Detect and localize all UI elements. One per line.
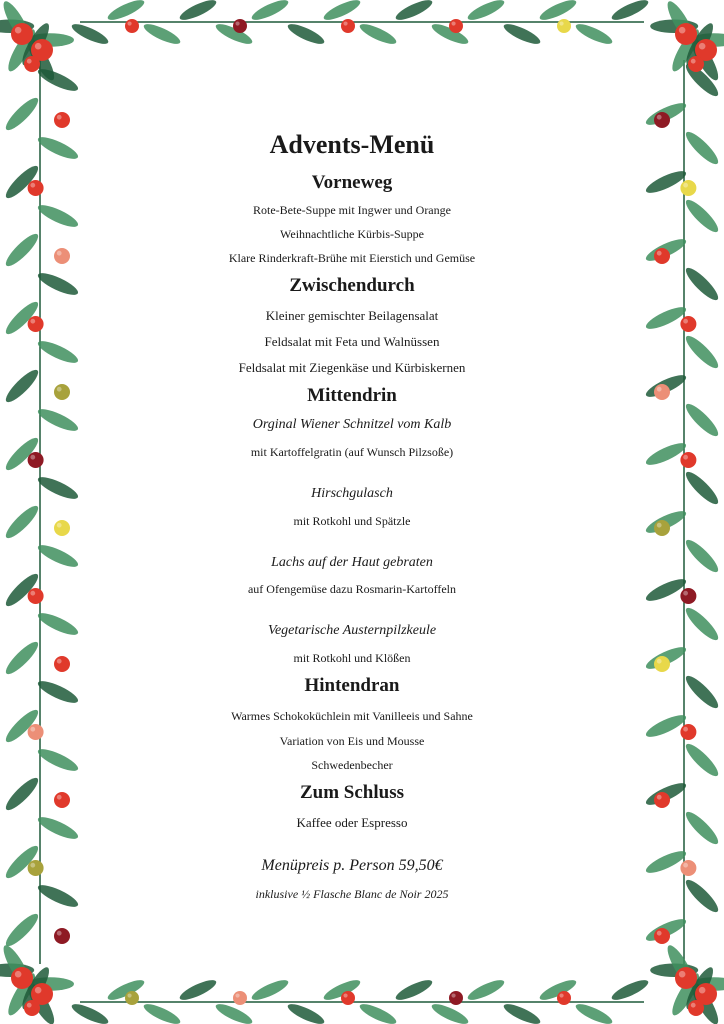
berry-highlight (57, 523, 62, 528)
berry-highlight (683, 183, 688, 188)
leaf-icon (322, 0, 363, 24)
section-heading-mittendrin: Mittendrin (307, 385, 397, 406)
leaf-icon (2, 94, 42, 134)
berry-highlight (451, 21, 455, 25)
dish-name: Orginal Wiener Schnitzel vom Kalb (252, 417, 452, 432)
berry-icon (28, 180, 44, 196)
berry-highlight (679, 27, 686, 34)
berry-highlight (35, 987, 42, 994)
berry-highlight (451, 993, 455, 997)
berry-icon (125, 19, 139, 33)
berry-highlight (683, 319, 688, 324)
berry-icon (557, 19, 571, 33)
dish-name: Hirschgulasch (311, 486, 393, 501)
leaf-icon (35, 337, 80, 367)
berry-icon (654, 792, 670, 808)
leaf-icon (35, 677, 80, 707)
berry-highlight (343, 993, 347, 997)
leaf-icon (394, 976, 435, 1003)
berry-icon (680, 588, 696, 604)
leaf-icon (35, 201, 80, 231)
berry-highlight (235, 993, 239, 997)
berry-highlight (657, 115, 662, 120)
leaf-icon (610, 976, 651, 1003)
leaf-icon (35, 609, 80, 639)
berry-highlight (683, 455, 688, 460)
berry-highlight (657, 795, 662, 800)
leaf-icon (2, 502, 42, 542)
berry-icon (28, 860, 44, 876)
leaf-icon (286, 1000, 327, 1024)
leaf-icon (178, 976, 219, 1003)
berry-icon (54, 248, 70, 264)
berry-icon (54, 792, 70, 808)
leaf-icon (35, 813, 80, 843)
berry-highlight (30, 319, 35, 324)
dish-name: Vegetarische Austernpilzkeule (267, 623, 437, 638)
berry-highlight (343, 21, 347, 25)
leaf-icon (178, 0, 219, 24)
berry-highlight (15, 27, 22, 34)
berry-icon (680, 452, 696, 468)
leaf-icon (430, 1000, 471, 1024)
berry-highlight (657, 523, 662, 528)
dish-name: Lachs auf der Haut gebraten (271, 555, 433, 570)
berry-icon (654, 656, 670, 672)
berry-highlight (683, 727, 688, 732)
leaf-icon (682, 264, 722, 304)
berry-icon (28, 316, 44, 332)
leaf-icon (682, 400, 722, 440)
leaf-icon (502, 1000, 543, 1024)
leaf-icon (358, 1000, 399, 1024)
dish-side: mit Rotkohl und Spätzle (293, 514, 411, 528)
berry-icon (28, 452, 44, 468)
berry-highlight (691, 1003, 696, 1008)
berry-icon (675, 967, 697, 989)
berry-icon (654, 112, 670, 128)
leaf-icon (502, 20, 543, 47)
leaf-icon (70, 20, 111, 47)
leaf-icon (35, 133, 80, 163)
leaf-icon (682, 808, 722, 848)
leaf-icon (682, 604, 722, 644)
berry-icon (125, 991, 139, 1005)
menu-item: Kaffee oder Espresso (296, 815, 408, 830)
berry-highlight (683, 863, 688, 868)
berry-highlight (699, 987, 706, 994)
leaf-icon (35, 405, 80, 435)
berry-highlight (683, 591, 688, 596)
leaf-icon (2, 230, 42, 270)
berry-icon (28, 588, 44, 604)
leaf-icon (35, 473, 80, 503)
berry-highlight (57, 115, 62, 120)
berry-icon (654, 520, 670, 536)
berry-icon (28, 724, 44, 740)
leaf-icon (214, 1000, 255, 1024)
berry-icon (54, 384, 70, 400)
leaf-icon (2, 366, 42, 406)
berry-icon (54, 520, 70, 536)
berry-highlight (559, 993, 563, 997)
berry-highlight (30, 863, 35, 868)
berry-icon (680, 724, 696, 740)
leaf-icon (466, 976, 507, 1003)
berry-icon (54, 656, 70, 672)
leaf-icon (394, 0, 435, 24)
berry-icon (341, 19, 355, 33)
berry-highlight (27, 1003, 32, 1008)
section-heading-zwischendurch: Zwischendurch (289, 275, 415, 296)
berry-icon (24, 56, 40, 72)
berry-icon (449, 19, 463, 33)
berry-icon (11, 967, 33, 989)
leaf-icon (250, 976, 291, 1003)
leaf-icon (35, 541, 80, 571)
berry-highlight (57, 251, 62, 256)
berry-icon (680, 180, 696, 196)
berry-icon (24, 1000, 40, 1016)
berry-highlight (30, 591, 35, 596)
berry-icon (688, 56, 704, 72)
leaf-icon (682, 536, 722, 576)
leaf-icon (286, 20, 327, 47)
leaf-icon (682, 672, 722, 712)
menu-item: Weihnachtliche Kürbis-Suppe (280, 227, 424, 241)
leaf-icon (35, 745, 80, 775)
section-heading-hintendran: Hintendran (304, 675, 400, 696)
leaf-icon (682, 740, 722, 780)
berry-icon (449, 991, 463, 1005)
leaf-icon (2, 910, 42, 950)
leaf-icon (466, 0, 507, 24)
leaf-icon (35, 881, 80, 911)
leaf-icon (2, 774, 42, 814)
berry-icon (557, 991, 571, 1005)
leaf-icon (682, 468, 722, 508)
berry-highlight (30, 727, 35, 732)
leaf-icon (35, 269, 80, 299)
berry-highlight (235, 21, 239, 25)
leaf-icon (682, 876, 722, 916)
section-heading-vorneweg: Vorneweg (311, 172, 393, 193)
berry-highlight (57, 387, 62, 392)
leaf-icon (610, 0, 651, 24)
berry-highlight (127, 21, 131, 25)
berry-icon (654, 384, 670, 400)
berry-highlight (699, 43, 706, 50)
berry-highlight (57, 795, 62, 800)
dish-side: mit Rotkohl und Klößen (293, 651, 411, 665)
berry-highlight (559, 21, 563, 25)
menu-item: Feldsalat mit Feta und Walnüssen (264, 334, 440, 349)
leaf-icon (106, 0, 147, 24)
berry-icon (341, 991, 355, 1005)
leaf-icon (142, 1000, 183, 1024)
berry-icon (680, 316, 696, 332)
leaf-icon (538, 0, 579, 24)
dish-side: mit Kartoffelgratin (auf Wunsch Pilzsoße) (250, 445, 454, 459)
menu-item: Feldsalat mit Ziegenkäse und Kürbiskernen (238, 360, 466, 375)
berry-icon (54, 112, 70, 128)
leaf-icon (574, 1000, 615, 1024)
berry-icon (654, 928, 670, 944)
berry-highlight (691, 59, 696, 64)
menu-item: Klare Rinderkraft-Brühe mit Eierstich und Gemüse (228, 251, 476, 265)
berry-icon (54, 928, 70, 944)
leaf-icon (682, 332, 722, 372)
leaf-icon (250, 0, 291, 24)
berry-highlight (30, 183, 35, 188)
menu-price: Menüpreis p. Person 59,50€ (261, 857, 443, 874)
berry-icon (233, 991, 247, 1005)
berry-icon (654, 248, 670, 264)
berry-icon (233, 19, 247, 33)
leaf-icon (2, 638, 42, 678)
berry-highlight (679, 971, 686, 978)
leaf-icon (574, 20, 615, 47)
section-heading-zum-schluss: Zum Schluss (299, 782, 405, 803)
berry-highlight (127, 993, 131, 997)
berry-highlight (57, 659, 62, 664)
leaf-icon (682, 196, 722, 236)
berry-highlight (35, 43, 42, 50)
berry-highlight (657, 659, 662, 664)
berry-highlight (27, 59, 32, 64)
berry-icon (11, 23, 33, 45)
menu-item: Variation von Eis und Mousse (279, 734, 425, 748)
berry-highlight (657, 387, 662, 392)
menu-title: Advents-Menü (269, 130, 435, 159)
leaf-icon (682, 128, 722, 168)
menu-item: Schwedenbecher (311, 758, 393, 772)
menu-item: Kleiner gemischter Beilagensalat (265, 308, 439, 323)
menu-item: Warmes Schokoküchlein mit Vanilleeis und Sahne (231, 709, 473, 723)
leaf-icon (70, 1000, 111, 1024)
berry-highlight (15, 971, 22, 978)
berry-highlight (57, 931, 62, 936)
leaf-icon (142, 20, 183, 47)
berry-highlight (30, 455, 35, 460)
dish-side: auf Ofengemüse dazu Rosmarin-Kartoffeln (247, 582, 457, 596)
berry-icon (680, 860, 696, 876)
berry-icon (688, 1000, 704, 1016)
berry-highlight (657, 251, 662, 256)
price-note: inklusive ½ Flasche Blanc de Noir 2025 (255, 887, 449, 901)
leaf-icon (358, 20, 399, 47)
berry-highlight (657, 931, 662, 936)
menu-item: Rote-Bete-Suppe mit Ingwer und Orange (253, 203, 451, 217)
berry-icon (675, 23, 697, 45)
